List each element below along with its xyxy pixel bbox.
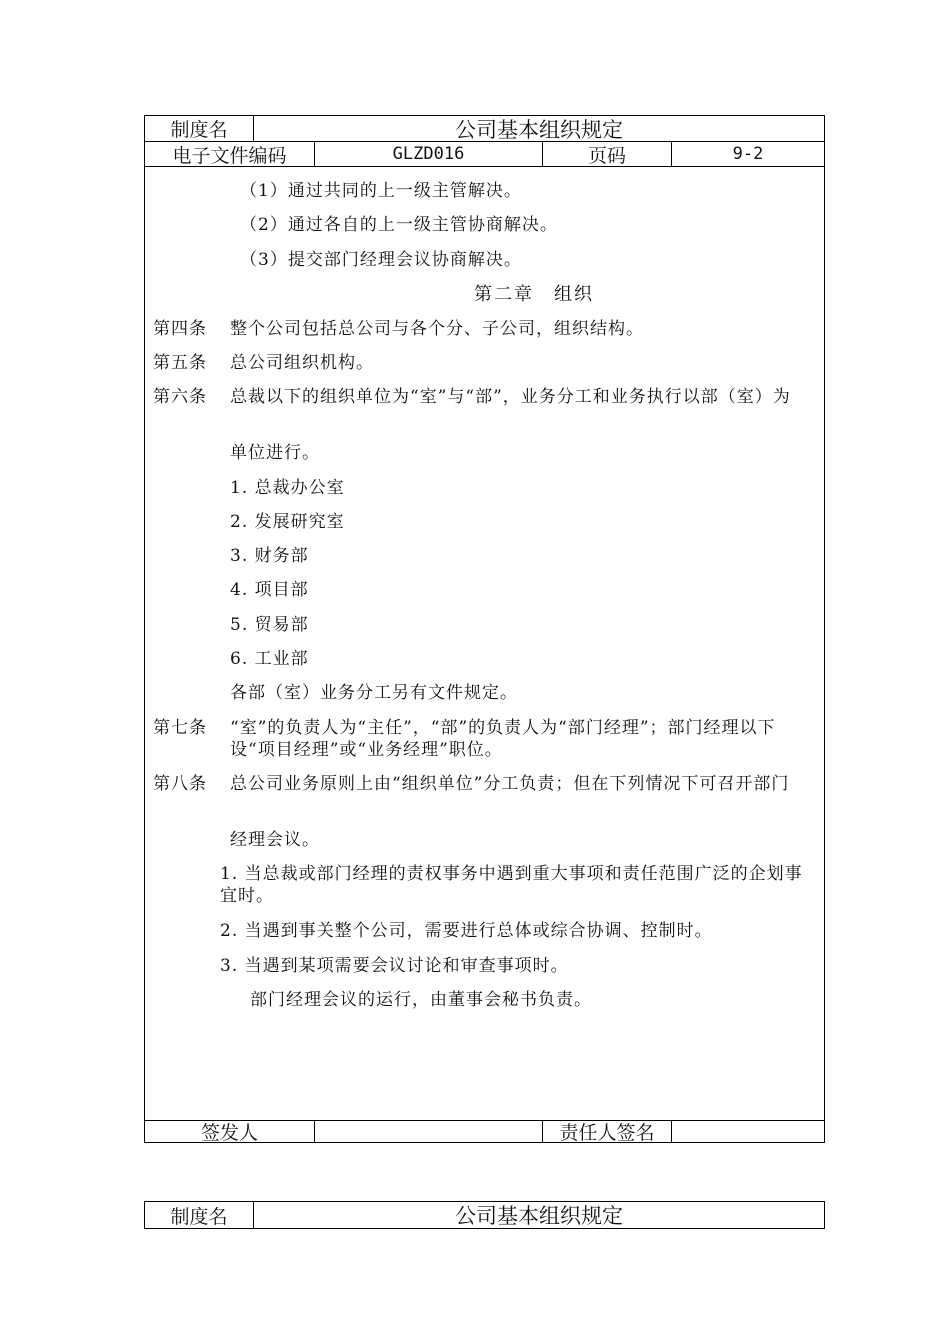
case-item-2: 2. 当遇到事关整个公司，需要进行总体或综合协调、控制时。 xyxy=(220,921,713,941)
header-code-row xyxy=(144,141,825,167)
units-note: 各部（室）业务分工另有文件规定。 xyxy=(230,683,518,703)
issuer-label: 签发人 xyxy=(200,1122,258,1144)
article-8-label: 第八条 xyxy=(153,774,207,794)
code-label: 电子文件编码 xyxy=(172,144,287,167)
article-6-label: 第六条 xyxy=(153,387,207,407)
header-title-row xyxy=(144,115,825,142)
article-4-label: 第四条 xyxy=(153,319,207,339)
next-name-label: 制度名 xyxy=(170,1205,228,1228)
responsible-signature-label: 责任人签名 xyxy=(542,1121,671,1142)
next-page-header xyxy=(144,1201,825,1229)
case-item-1: 1. 当总裁或部门经理的责权事务中遇到重大事项和责任范围广泛的企划事宜时。 xyxy=(220,864,803,906)
signature-row xyxy=(144,1120,825,1143)
unit-item: 2. 发展研究室 xyxy=(230,512,345,532)
name-label: 制度名 xyxy=(170,119,228,141)
next-document-title: 公司基本组织规定 xyxy=(253,1202,824,1228)
page-label: 页码 xyxy=(542,142,671,166)
responsible-signature-field[interactable] xyxy=(671,1121,824,1142)
article-7-text: “室”的负责人为“主任”，“部”的负责人为“部门经理”；部门经理以下设“项目经理”或“业务经理”职位。 xyxy=(230,718,776,760)
unit-item: 5. 贸易部 xyxy=(230,615,309,635)
article-4-text: 整个公司包括总公司与各个分、子公司，组织结构。 xyxy=(230,319,644,339)
article-5-label: 第五条 xyxy=(153,353,207,373)
unit-item: 1. 总裁办公室 xyxy=(230,478,345,498)
article-5-text: 总公司组织机构。 xyxy=(230,353,374,373)
case-item-3: 3. 当遇到某项需要会议讨论和审查事项时。 xyxy=(220,956,569,976)
document-body-frame xyxy=(144,166,825,1121)
chapter-heading: 第二章 组织 xyxy=(474,284,594,305)
article-6-continuation: 单位进行。 xyxy=(230,443,320,463)
unit-item: 6. 工业部 xyxy=(230,649,309,669)
resolve-item-2: （2）通过各自的上一级主管协商解决。 xyxy=(240,215,558,235)
article-7-label: 第七条 xyxy=(153,718,207,738)
issuer-field[interactable] xyxy=(314,1121,542,1142)
unit-item: 4. 项目部 xyxy=(230,580,309,600)
article-6-text: 总裁以下的组织单位为“室”与“部”，业务分工和业务执行以部（室）为 xyxy=(230,387,791,407)
document-title: 公司基本组织规定 xyxy=(253,116,824,141)
unit-item: 3. 财务部 xyxy=(230,546,309,566)
resolve-item-3: （3）提交部门经理会议协商解决。 xyxy=(240,250,522,270)
article-8-text: 总公司业务原则上由“组织单位”分工负责；但在下列情况下可召开部门 xyxy=(230,774,790,794)
article-8-continuation: 经理会议。 xyxy=(230,830,320,850)
code-value: GLZD016 xyxy=(314,142,542,166)
resolve-item-1: （1）通过共同的上一级主管解决。 xyxy=(240,181,522,201)
article-8-note: 部门经理会议的运行，由董事会秘书负责。 xyxy=(250,990,592,1010)
page-value: 9-2 xyxy=(671,142,824,166)
